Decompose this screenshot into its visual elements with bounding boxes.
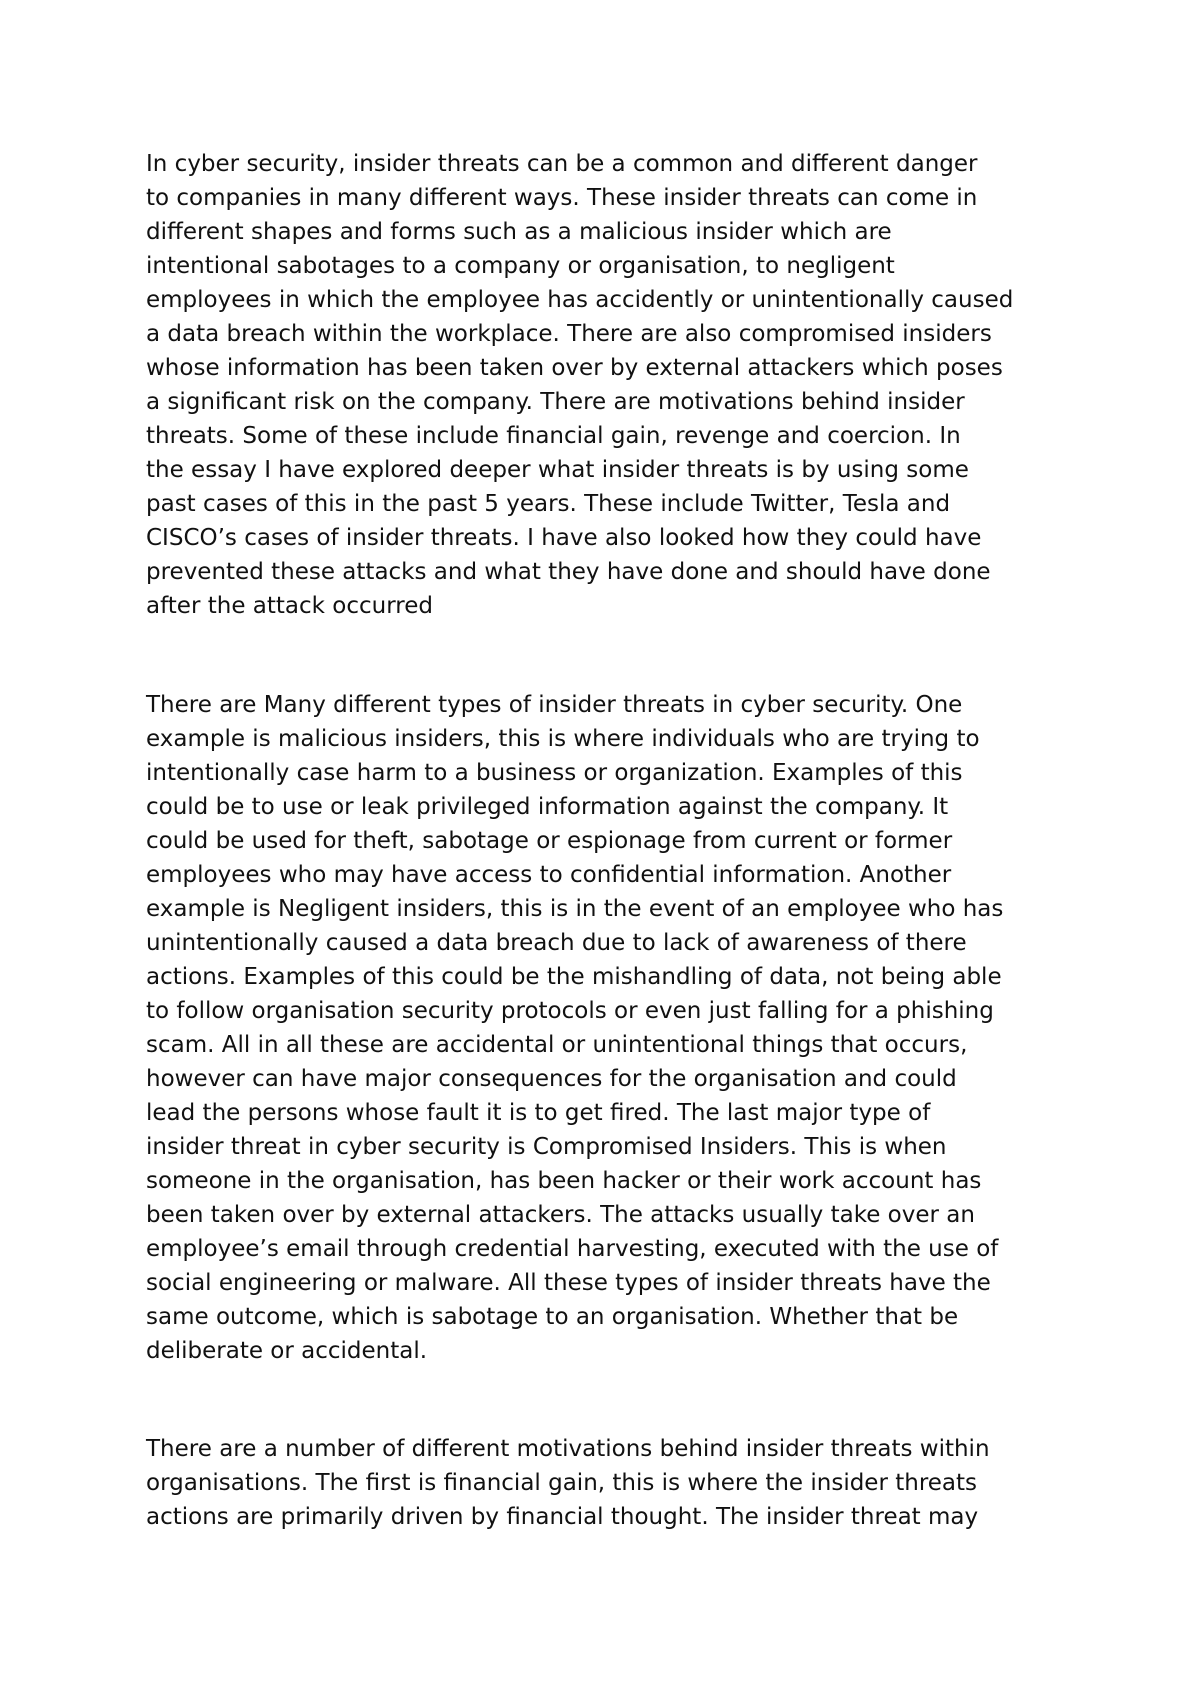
text-line: a significant risk on the company. There are motivations behind insider — [146, 389, 965, 415]
text-line: deliberate or accidental. — [146, 1338, 428, 1364]
text-line: intentional sabotages to a company or organisation, to negligent — [146, 253, 895, 279]
text-line: social engineering or malware. All these types of insider threats have the — [146, 1270, 991, 1296]
text-line: to follow organisation security protocols or even just falling for a phishing — [146, 998, 994, 1024]
text-line: actions. Examples of this could be the mishandling of data, not being able — [146, 964, 1002, 990]
text-line: example is malicious insiders, this is where individuals who are trying to — [146, 726, 980, 752]
text-line: example is Negligent insiders, this is in the event of an employee who has — [146, 896, 1004, 922]
text-line: past cases of this in the past 5 years. These include Twitter, Tesla and — [146, 491, 951, 517]
paragraph-motivations — [146, 1432, 990, 1534]
text-line: organisations. The first is financial gain, this is where the insider threats — [146, 1470, 978, 1496]
paragraph-types-of-insider-threats — [146, 688, 1003, 1368]
text-line: someone in the organisation, has been hacker or their work account has — [146, 1168, 982, 1194]
text-line: could be used for theft, sabotage or espionage from current or former — [146, 828, 953, 854]
text-line: insider threat in cyber security is Compromised Insiders. This is when — [146, 1134, 947, 1160]
text-line: There are a number of different motivations behind insider threats within — [146, 1436, 990, 1462]
text-line: different shapes and forms such as a malicious insider which are — [146, 219, 892, 245]
text-line: scam. All in all these are accidental or unintentional things that occurs, — [146, 1032, 968, 1058]
text-line: prevented these attacks and what they have done and should have done — [146, 559, 991, 585]
text-line: however can have major consequences for the organisation and could — [146, 1066, 957, 1092]
text-line: unintentionally caused a data breach due to lack of awareness of there — [146, 930, 967, 956]
text-line: after the attack occurred — [146, 593, 433, 619]
text-line: threats. Some of these include financial gain, revenge and coercion. In — [146, 423, 961, 449]
text-line: to companies in many different ways. These insider threats can come in — [146, 185, 978, 211]
text-line: There are Many different types of insider threats in cyber security. One — [146, 692, 963, 718]
text-line: employees in which the employee has accidently or unintentionally caused — [146, 287, 1014, 313]
text-line: CISCO’s cases of insider threats. I have also looked how they could have — [146, 525, 982, 551]
text-line: intentionally case harm to a business or organization. Examples of this — [146, 760, 963, 786]
text-line: actions are primarily driven by financial thought. The insider threat may — [146, 1504, 979, 1530]
paragraph-introduction — [146, 147, 1013, 623]
text-line: a data breach within the workplace. There are also compromised insiders — [146, 321, 992, 347]
text-line: the essay I have explored deeper what insider threats is by using some — [146, 457, 969, 483]
text-line: whose information has been taken over by external attackers which poses — [146, 355, 1003, 381]
text-line: been taken over by external attackers. The attacks usually take over an — [146, 1202, 975, 1228]
text-line: same outcome, which is sabotage to an organisation. Whether that be — [146, 1304, 959, 1330]
text-line: In cyber security, insider threats can be a common and different danger — [146, 151, 978, 177]
text-line: employees who may have access to confidential information. Another — [146, 862, 952, 888]
text-line: could be to use or leak privileged information against the company. It — [146, 794, 949, 820]
text-line: lead the persons whose fault it is to get fired. The last major type of — [146, 1100, 931, 1126]
text-line: employee’s email through credential harvesting, executed with the use of — [146, 1236, 999, 1262]
